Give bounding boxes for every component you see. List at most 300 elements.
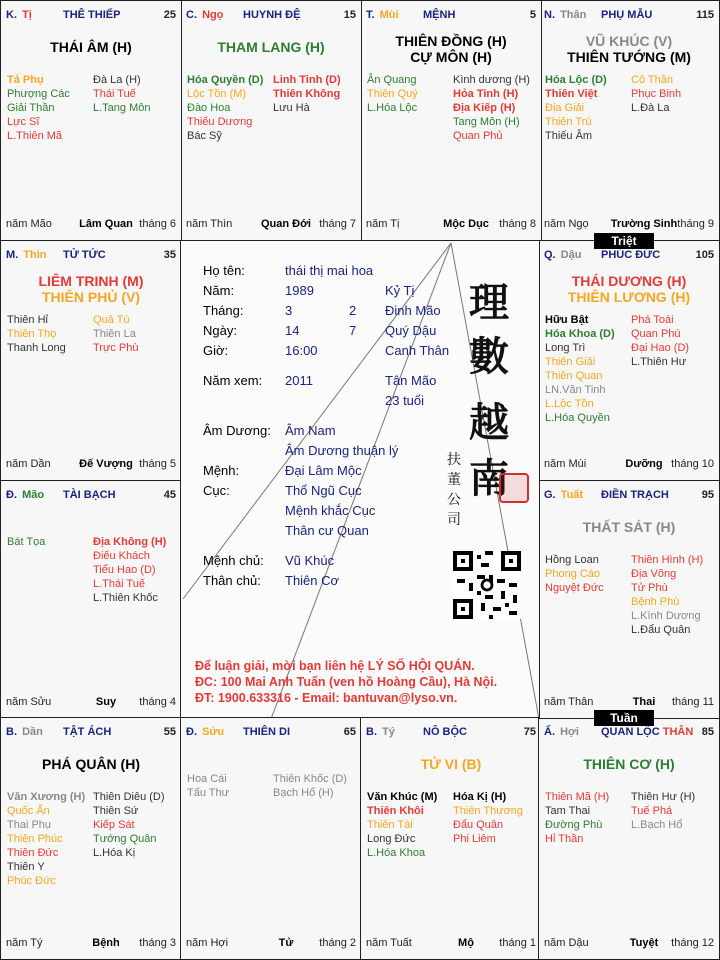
truong-sinh: Đế Vượng (79, 458, 133, 470)
side-calli-2: 董 (447, 472, 461, 488)
thanchu-label: Thân chủ: (203, 573, 261, 588)
calligraphy-char-1: 理 (469, 279, 509, 326)
tuan-tag: Tuần (594, 710, 654, 726)
minor-star: Thiên Đức (7, 847, 59, 859)
palace-month: tháng 4 (139, 696, 176, 708)
palace-footer (186, 218, 356, 231)
truong-sinh: Mộ (458, 937, 474, 949)
minor-star: Thái Tuế (93, 88, 136, 100)
minor-star: Thiên Phúc (7, 833, 63, 845)
palace-year: năm Ngọ (544, 218, 589, 230)
calligraphy-char-3: 越 (469, 399, 509, 446)
palace-month: tháng 1 (499, 937, 536, 949)
name-value: thái thị mai hoa (285, 263, 374, 278)
minor-star: L.Thái Tuế (93, 578, 145, 590)
main-stars (1, 39, 181, 55)
minor-star: Hỉ Thần (545, 833, 584, 845)
year-label: Năm: (203, 283, 235, 298)
minor-star: Phúc Đức (7, 875, 56, 887)
contact-line-3: ĐT: 1900.633316 - Email: bantuvan@lyso.vn. (195, 691, 458, 705)
palace-age: 95 (701, 489, 714, 501)
main-stars (539, 273, 719, 305)
minor-star: Thiên Thọ (7, 328, 57, 340)
menhchu-label: Mệnh chủ: (203, 553, 264, 568)
palace-year: năm Thìn (186, 218, 233, 230)
cuc-label: Cục: (203, 483, 230, 498)
main-star: VŨ KHÚC (V) (585, 33, 673, 49)
left-star-column (545, 790, 609, 846)
minor-star: Thiên Hình (H) (631, 554, 704, 566)
menh-value: Đại Lâm Mộc (285, 463, 362, 478)
center-info-panel (180, 240, 540, 718)
view-year-value: 2011 (285, 373, 313, 388)
palace-month: tháng 3 (139, 937, 176, 949)
minor-star: Ân Quang (367, 74, 417, 86)
palace-header (6, 489, 176, 503)
minor-star: Quan Phủ (453, 130, 503, 142)
palace-branch: Đ. Sửu (186, 726, 225, 738)
palace-age: 5 (529, 9, 536, 21)
right-star-column (453, 790, 523, 846)
minor-star: Hóa Khoa (D) (545, 328, 615, 340)
palace-cell (0, 717, 182, 960)
palace-branch: B. Dần (6, 726, 43, 738)
main-stars (1, 756, 181, 772)
palace-month: tháng 11 (671, 696, 714, 708)
truong-sinh: Lâm Quan (79, 218, 133, 230)
minor-star: Hồng Loan (545, 554, 599, 566)
minor-star: Thiên Giải (545, 356, 596, 368)
name-label: Họ tên: (203, 263, 245, 278)
minor-star: Đẩu Quân (453, 819, 504, 831)
menh-label: Mệnh: (203, 463, 240, 478)
view-year-label: Năm xem: (203, 373, 263, 388)
palace-age: 85 (701, 726, 714, 738)
minor-star: Địa Võng (631, 568, 677, 580)
minor-star: Phượng Các (7, 88, 70, 100)
minor-star: L.Thiên Mã (7, 130, 63, 142)
palace-header (366, 726, 536, 740)
palace-branch: G. Tuất (544, 489, 584, 501)
age-value: 23 tuổi (385, 393, 425, 408)
minor-star: Quả Tú (93, 314, 130, 326)
palace-age: 75 (523, 726, 536, 738)
palace-branch: N. Thân (544, 9, 587, 21)
palace-name: MỆNH (423, 9, 456, 21)
view-year-can: Tân Mão (385, 373, 437, 388)
truong-sinh: Tử (278, 937, 294, 949)
palace-year: năm Tuất (366, 937, 412, 949)
palace-month: tháng 6 (139, 218, 176, 230)
palace-name: PHỤ MẪU (601, 9, 653, 21)
palace-year: năm Tị (366, 218, 400, 230)
minor-star: Đào Hoa (187, 102, 231, 114)
palace-header (186, 726, 356, 740)
palace-age: 25 (163, 9, 176, 21)
minor-star: Tả Phụ (7, 74, 44, 86)
palace-cell (538, 480, 720, 719)
palace-cell (180, 0, 362, 241)
hour-label: Giờ: (203, 343, 229, 358)
main-star: THIÊN ĐỒNG (H) (395, 33, 507, 49)
right-star-column (93, 73, 150, 115)
palace-footer (544, 458, 714, 471)
main-star: CỰ MÔN (H) (410, 49, 492, 65)
cuc-value-2: Mệnh khắc Cục (285, 503, 376, 518)
side-calli-3: 公 (447, 492, 461, 508)
minor-star: L.Hóa Quyền (545, 412, 610, 424)
minor-star: Địa Giải (545, 102, 585, 114)
left-star-column (545, 553, 604, 595)
palace-cell (538, 717, 720, 960)
right-star-column (453, 73, 530, 143)
palace-header (6, 9, 176, 23)
palace-header (544, 249, 714, 263)
truong-sinh: Quan Đới (261, 218, 311, 230)
minor-star: Hóa Quyền (D) (187, 74, 264, 86)
palace-year: năm Dậu (544, 937, 589, 949)
side-calli-1: 扶 (447, 452, 461, 468)
main-stars (539, 519, 719, 535)
amduong-label: Âm Dương: (203, 423, 271, 438)
minor-star: Đại Hao (D) (631, 342, 690, 354)
minor-star: Tử Phù (631, 582, 668, 594)
minor-star: Thiên Khôi (367, 805, 424, 817)
palace-age: 35 (163, 249, 176, 261)
minor-star: Địa Không (H) (93, 536, 167, 548)
left-star-column (7, 73, 70, 143)
minor-star: Lưu Hà (273, 102, 310, 114)
minor-star: L.Đà La (631, 102, 670, 114)
minor-star: Điếu Khách (93, 550, 150, 562)
palace-year: năm Thân (544, 696, 594, 708)
palace-month: tháng 7 (319, 218, 356, 230)
contact-line-2: ĐC: 100 Mai Anh Tuấn (ven hồ Hoàng Cầu), Hà Nội. (195, 675, 498, 689)
palace-age: 105 (695, 249, 714, 261)
minor-star: Hỏa Tinh (H) (453, 88, 519, 100)
minor-star: Thiếu Âm (545, 130, 593, 142)
main-stars (539, 756, 719, 772)
amduong-value-2: Âm Dương thuận lý (285, 443, 399, 458)
minor-star: L.Thiên Hư (631, 356, 687, 368)
palace-year: năm Mùi (544, 458, 587, 470)
palace-name: TẬT ÁCH (63, 726, 112, 738)
palace-header (366, 9, 536, 23)
year-can: Kỷ Tị (385, 283, 415, 298)
truong-sinh: Bệnh (92, 937, 120, 949)
left-star-column (187, 772, 229, 800)
palace-footer (544, 937, 714, 950)
palace-footer (6, 696, 176, 709)
minor-star: Thiên Không (273, 88, 341, 100)
palace-branch: Q. Dậu (544, 249, 582, 261)
palace-cell (0, 240, 182, 481)
minor-star: Hóa Lộc (D) (545, 74, 607, 86)
palace-month: tháng 12 (671, 937, 714, 949)
minor-star: Thanh Long (7, 342, 66, 354)
minor-star: Hoa Cái (187, 773, 227, 785)
month-can: Đinh Mão (385, 303, 441, 318)
palace-name: NÔ BỘC (423, 726, 467, 738)
minor-star: Linh Tinh (D) (273, 74, 341, 86)
palace-branch: M. Thìn (6, 249, 47, 261)
minor-star: Bệnh Phù (631, 596, 680, 608)
main-stars (1, 273, 181, 305)
palace-footer (6, 218, 176, 231)
main-star: THIÊN TƯỚNG (M) (567, 49, 691, 65)
palace-header (186, 9, 356, 23)
palace-branch: T. Mùi (366, 9, 399, 21)
minor-star: Kiếp Sát (93, 819, 135, 831)
truong-sinh: Tuyệt (629, 937, 659, 949)
palace-footer (6, 937, 176, 950)
minor-star: L.Hóa Khoa (367, 847, 426, 859)
minor-star: Đà La (H) (93, 74, 141, 86)
minor-star: Thiên Thương (453, 805, 524, 817)
minor-star: Phục Binh (631, 88, 682, 100)
minor-star: Quốc Ấn (7, 805, 50, 817)
minor-star: Long Trì (545, 342, 586, 354)
minor-star: L.Kình Dương (631, 610, 701, 622)
palace-footer (544, 696, 714, 709)
palace-header (544, 9, 714, 23)
truong-sinh: Mộc Dục (443, 218, 489, 230)
minor-star: L.Hóa Lộc (367, 102, 418, 114)
minor-star: Lực Sĩ (7, 116, 40, 128)
minor-star: Thiên Hư (H) (631, 791, 696, 803)
minor-star: Nguyệt Đức (545, 582, 604, 594)
left-star-column (545, 313, 615, 425)
minor-star: Bạch Hổ (H) (273, 787, 334, 799)
left-star-column (545, 73, 607, 143)
minor-star: Thiên Khốc (D) (273, 773, 347, 785)
main-star: THIÊN CƠ (H) (583, 756, 675, 772)
palace-age: 45 (163, 489, 176, 501)
main-star: THAM LANG (H) (217, 39, 325, 55)
palace-cell (360, 0, 542, 241)
palace-name: THÊ THIẾP (63, 9, 121, 21)
main-star: PHÁ QUÂN (H) (42, 756, 140, 772)
minor-star: Lộc Tồn (M) (187, 88, 247, 100)
qr-code-icon (453, 551, 521, 619)
palace-cell (0, 0, 182, 241)
palace-cell (538, 0, 720, 241)
minor-star: Trực Phù (93, 342, 139, 354)
main-star: THẤT SÁT (H) (582, 519, 676, 535)
palace-header (6, 249, 176, 263)
minor-star: Quan Phù (631, 328, 681, 340)
minor-star: Thiên Việt (545, 88, 598, 100)
right-star-column (93, 313, 138, 355)
palace-footer (366, 218, 536, 231)
palace-header (6, 726, 176, 740)
right-star-column (631, 553, 703, 637)
side-calli-4: 司 (447, 512, 461, 528)
minor-star: Thiên Tài (367, 819, 413, 831)
truong-sinh: Suy (95, 696, 117, 708)
palace-branch: K. Tị (6, 9, 32, 21)
palace-month: tháng 9 (677, 218, 714, 230)
minor-star: Thiên Y (7, 861, 45, 873)
palace-year: năm Mão (6, 218, 52, 230)
triet-tag: Triệt (594, 233, 654, 249)
minor-star: Đường Phù (545, 819, 603, 831)
palace-cell (180, 717, 362, 960)
palace-footer (366, 937, 536, 950)
main-stars (539, 33, 719, 65)
palace-branch: B. Tý (366, 726, 395, 738)
palace-year: năm Dần (6, 458, 51, 470)
day-lunar: 7 (349, 323, 357, 338)
hour-value: 16:00 (285, 343, 318, 358)
amduong-value: Âm Nam (285, 423, 336, 438)
palace-name: TÀI BẠCH (63, 489, 116, 501)
palace-header (544, 489, 714, 503)
palace-year: năm Tý (6, 937, 43, 949)
minor-star: Tấu Thư (187, 787, 230, 799)
month-lunar: 2 (349, 303, 357, 318)
left-star-column (367, 790, 437, 860)
minor-star: Bác Sỹ (187, 130, 222, 142)
right-star-column (273, 73, 341, 115)
palace-age: 115 (696, 9, 714, 21)
minor-star: Thiên Quý (367, 88, 418, 100)
palace-month: tháng 8 (499, 218, 536, 230)
thanchu-value: Thiên Cơ (285, 573, 340, 588)
main-stars (361, 33, 541, 65)
minor-star: L.Thiên Khốc (93, 592, 158, 604)
month-label: Tháng: (203, 303, 244, 318)
minor-star: L.Tang Môn (93, 102, 151, 114)
palace-year: năm Hợi (186, 937, 229, 949)
day-can: Quý Dậu (385, 323, 437, 338)
minor-star: Thiên Mã (H) (545, 791, 610, 803)
palace-cell (538, 240, 720, 481)
right-star-column (631, 790, 695, 832)
minor-star: Văn Xương (H) (7, 791, 86, 803)
palace-footer (544, 218, 714, 231)
menhchu-value: Vũ Khúc (285, 553, 335, 568)
minor-star: Văn Khúc (M) (367, 791, 438, 803)
main-stars (181, 39, 361, 55)
palace-name: TỬ TỨC (63, 249, 106, 261)
palace-branch: Ấ. Hợi (544, 726, 579, 738)
minor-star: Tang Môn (H) (453, 116, 520, 128)
contact-line-1: Để luận giải, mời bạn liên hệ LÝ SỐ HỘI QUÁN. (195, 659, 475, 673)
palace-name: THIÊN DI (243, 726, 291, 738)
minor-star: Tam Thai (545, 805, 591, 817)
palace-age: 55 (163, 726, 176, 738)
palace-age: 65 (343, 726, 356, 738)
minor-star: Phi Liêm (453, 833, 496, 845)
main-star: TỬ VI (B) (420, 756, 482, 772)
palace-name: QUAN LỘC THÂN (601, 726, 694, 738)
minor-star: Thiên Hỉ (7, 314, 48, 326)
left-star-column (7, 790, 85, 888)
right-star-column (631, 73, 681, 115)
minor-star: Giải Thần (7, 102, 55, 114)
minor-star: Thiên Diêu (D) (93, 791, 165, 803)
main-star: THIÊN LƯƠNG (H) (567, 289, 691, 305)
minor-star: Thiên Sứ (93, 805, 139, 817)
minor-star: Tuế Phá (631, 805, 673, 817)
palace-year: năm Sửu (6, 696, 52, 708)
palace-name: PHÚC ĐỨC (601, 249, 661, 261)
right-star-column (93, 790, 165, 860)
main-star: THIÊN PHỦ (V) (42, 289, 140, 305)
minor-star: L.Hóa Kị (93, 847, 136, 859)
palace-month: tháng 10 (671, 458, 714, 470)
palace-branch: Đ. Mão (6, 489, 45, 501)
minor-star: Cô Thần (631, 74, 673, 86)
truong-sinh: Dưỡng (625, 458, 663, 470)
minor-star: Bát Tọa (7, 536, 46, 548)
red-seal-icon (499, 473, 529, 503)
minor-star: Thai Phụ (7, 819, 52, 831)
truong-sinh: Trường Sinh (610, 218, 678, 230)
palace-name: HUYNH ĐỆ (243, 9, 301, 21)
month-solar: 3 (285, 303, 293, 318)
main-star: THÁI ÂM (H) (50, 39, 132, 55)
left-star-column (367, 73, 418, 115)
palace-cell (360, 717, 542, 960)
palace-header (544, 726, 714, 740)
day-solar: 14 (285, 323, 300, 338)
palace-cell (0, 480, 182, 719)
calligraphy-char-4: 南 (469, 455, 509, 502)
left-star-column (7, 535, 45, 549)
minor-star: Long Đức (367, 833, 416, 845)
minor-star: Hóa Kị (H) (453, 791, 507, 803)
left-star-column (7, 313, 66, 355)
minor-star: Phong Cáo (545, 568, 601, 580)
palace-branch: C. Ngọ (186, 9, 224, 21)
truong-sinh: Thai (632, 696, 656, 708)
minor-star: Tiểu Hao (D) (93, 564, 156, 576)
palace-footer (186, 937, 356, 950)
minor-star: Phá Toái (631, 314, 674, 326)
cuc-value: Thổ Ngũ Cục (285, 483, 362, 498)
hour-can: Canh Thân (385, 343, 450, 358)
main-star: THÁI DƯƠNG (H) (571, 273, 687, 289)
calligraphy-char-2: 數 (469, 333, 509, 380)
right-star-column (93, 535, 166, 605)
right-star-column (631, 313, 689, 369)
palace-month: tháng 2 (319, 937, 356, 949)
minor-star: Thiên La (93, 328, 136, 340)
day-label: Ngày: (203, 323, 237, 338)
minor-star: L.Đẩu Quân (631, 624, 691, 636)
palace-age: 15 (343, 9, 356, 21)
year-value: 1989 (285, 283, 314, 298)
minor-star: Hữu Bật (545, 314, 589, 326)
minor-star: Thiên Trù (545, 116, 592, 128)
palace-footer (6, 458, 176, 471)
minor-star: LN.Văn Tinh (545, 384, 606, 396)
minor-star: L.Lộc Tồn (545, 398, 594, 410)
minor-star: Thiên Quan (545, 370, 603, 382)
minor-star: L.Bạch Hổ (631, 819, 683, 831)
main-star: LIÊM TRINH (M) (38, 273, 144, 289)
minor-star: Kình dương (H) (453, 74, 530, 86)
palace-name: ĐIỀN TRẠCH (601, 489, 669, 501)
palace-month: tháng 5 (139, 458, 176, 470)
main-stars (361, 756, 541, 772)
minor-star: Tướng Quân (93, 833, 157, 845)
cuc-value-3: Thân cư Quan (285, 523, 369, 538)
minor-star: Thiếu Dương (187, 116, 253, 128)
left-star-column (187, 73, 263, 143)
